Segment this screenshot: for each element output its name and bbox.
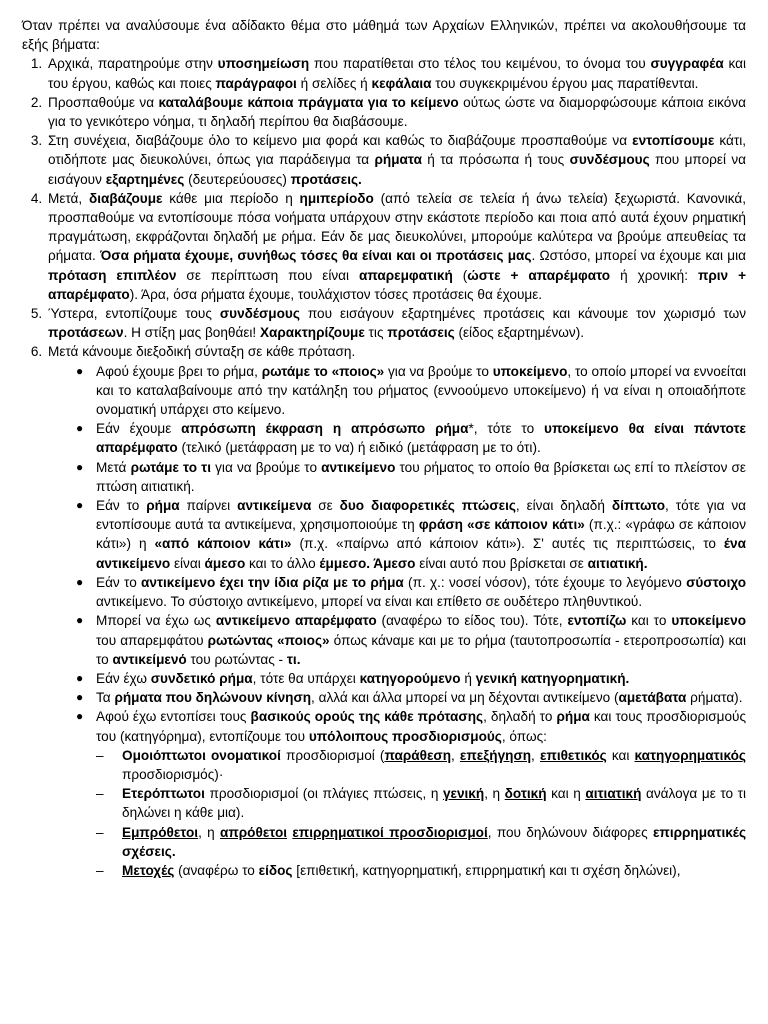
text-run: και η bbox=[546, 786, 586, 802]
text-run: σε περίπτωση που είναι bbox=[176, 267, 360, 283]
bold-run: καταλάβουμε κάποια πράγματα για το κείμενο bbox=[158, 94, 459, 110]
bold-run: αντικείμενό bbox=[112, 651, 187, 667]
step-item bbox=[46, 304, 746, 342]
text-run: [επιθετική, κατηγορηματική, επιρρηματική και τι σχέση δηλώνει), bbox=[292, 862, 681, 878]
text-run: Τα bbox=[96, 690, 115, 706]
bold-run: έμμεσο. Άμεσο bbox=[319, 555, 416, 571]
text-run: , τότε θα υπάρχει bbox=[252, 670, 360, 686]
text-run: ή χρονική: bbox=[610, 267, 698, 283]
bullet-dot-icon: ● bbox=[76, 613, 84, 628]
text-run: του ρωτώντας - bbox=[186, 651, 287, 667]
text-run: τις bbox=[364, 325, 388, 341]
step-item bbox=[46, 189, 746, 304]
text-run: Στη συνέχεια, διαβάζουμε όλο το κείμενο μια φορά και καθώς το διαβάζουμε προσπαθούμε να bbox=[48, 133, 633, 149]
dash-marker: – bbox=[96, 862, 104, 878]
step-item bbox=[46, 342, 746, 880]
bold-run: ρωτάμε το τι bbox=[130, 459, 211, 475]
text-run: που παρατίθεται στο τέλος του κειμένου, το όνομα του bbox=[309, 56, 651, 72]
bold-run: γενική bbox=[442, 786, 485, 802]
bold-run: αιτιατική. bbox=[587, 555, 648, 571]
bullet-dot-icon: ● bbox=[76, 498, 84, 513]
bold-run: κατηγορούμενο bbox=[359, 670, 461, 686]
text-run: Εάν έχω bbox=[96, 670, 151, 686]
text-run: ή σελίδες ή bbox=[296, 75, 372, 91]
bullet-dot-icon: ● bbox=[76, 709, 84, 724]
text-run: ή τα πρόσωπα ή τους bbox=[421, 152, 570, 168]
bold-run: πριν + απαρέμφατο bbox=[48, 267, 747, 302]
bold-run: παράθεση bbox=[384, 747, 451, 763]
text-run: προσδιορισμός)· bbox=[122, 766, 224, 782]
bold-run: κεφάλαια bbox=[371, 75, 432, 91]
text-run: που μπορεί να εισάγουν bbox=[48, 152, 747, 187]
bold-run: ρήμα bbox=[556, 709, 590, 725]
text-run: ). Άρα, όσα ρήματα έχουμε, τουλάχιστον τόσες προτάσεις θα έχουμε. bbox=[129, 286, 543, 302]
text-run: (από τελεία σε τελεία ή άνω τελεία) ξεχωριστά. Κανονικά, προσπαθούμε να εντοπίσουμε πόσα νοήματα υπάρχουν στην εκάστοτε περίοδο και ποια από αυτά έχουν ρηματική πραγμάτωση, εκφράζονται δηλαδή με ρήμα. Εάν δε μας διευκολύνει, μπορούμε καλύτερα να βρούμε απευθείας τα ρήματα. bbox=[48, 190, 746, 264]
text-run: σε bbox=[311, 498, 340, 514]
bold-run: επιθετικός bbox=[539, 747, 607, 763]
bullet-item bbox=[76, 362, 746, 420]
text-run: και bbox=[606, 747, 635, 763]
dash-marker: – bbox=[96, 824, 104, 840]
sub-item bbox=[96, 784, 746, 822]
text-run: Μετά κάνουμε διεξοδική σύνταξη σε κάθε πρόταση. bbox=[48, 344, 356, 360]
text-run: για να βρούμε το bbox=[384, 363, 493, 379]
text-run: (π.χ. «παίρνω από κάποιον κάτι»). Σ' αυτές τις περιπτώσεις, το bbox=[291, 536, 724, 552]
text-run: Ύστερα, εντοπίζουμε τους bbox=[48, 306, 220, 322]
text-run: Αφού έχω εντοπίσει τους bbox=[96, 709, 251, 725]
text-run: Εάν το bbox=[96, 574, 142, 590]
bullet-dot-icon: ● bbox=[76, 363, 84, 378]
text-run: , bbox=[531, 747, 540, 763]
sub-text bbox=[122, 786, 746, 820]
bold-run: ρωτώντας «ποιος» bbox=[207, 632, 330, 648]
step-item bbox=[46, 131, 746, 189]
bold-run: Όσα ρήματα έχουμε, συνήθως τόσες θα είναι και οι προτάσεις μας bbox=[100, 248, 532, 264]
text-run: , που δηλώνουν διάφορες bbox=[487, 824, 653, 840]
text-run: (αναφέρω το bbox=[174, 862, 259, 878]
bold-run: συνδετικό ρήμα bbox=[150, 670, 253, 686]
text-run: Αφού έχουμε βρει το ρήμα, bbox=[96, 363, 262, 379]
text-run: , bbox=[451, 747, 460, 763]
text-run: προσδιορισμοί (οι πλάγιες πτώσεις, η bbox=[204, 786, 443, 802]
sub-text bbox=[122, 748, 746, 782]
bold-run: είδος bbox=[258, 862, 293, 878]
text-run: Όταν πρέπει να αναλύσουμε ένα αδίδακτο θέμα στο μάθημά των Αρχαίων Ελληνικών, πρέπει να ακολουθήσουμε τα εξής βήματα: bbox=[22, 18, 746, 53]
bold-run: Ομοιόπτωτοι ονοματικοί bbox=[122, 747, 281, 763]
bold-run: πρόταση επιπλέον bbox=[48, 267, 177, 283]
text-run: είναι αυτό που βρίσκεται σε bbox=[415, 555, 588, 571]
bold-run: υποκείμενο bbox=[492, 363, 568, 379]
bold-run: εξαρτημένες bbox=[105, 171, 185, 187]
text-run: και το bbox=[626, 613, 672, 629]
bold-run: συνδέσμους bbox=[219, 306, 300, 322]
text-run: , η bbox=[198, 824, 220, 840]
bold-run: εντοπίζω bbox=[567, 613, 627, 629]
bold-run: απαρεμφατική bbox=[359, 267, 453, 283]
bullet-text bbox=[96, 364, 746, 417]
bold-run: φράση «σε κάποιον κάτι» bbox=[418, 517, 585, 533]
bullet-list bbox=[48, 362, 746, 880]
text-run: αντικείμενο. Το σύστοιχο αντικείμενο, μπορεί να είναι και επίθετο σε ουδέτερο πληθυντικού. bbox=[96, 594, 643, 610]
text-run: για να βρούμε το bbox=[211, 459, 322, 475]
text-run: και το άλλο bbox=[245, 555, 320, 571]
bold-run: τι. bbox=[286, 651, 301, 667]
sub-list bbox=[96, 746, 746, 880]
text-run: ρήματα). bbox=[686, 690, 743, 706]
bold-run: παράγραφοι bbox=[215, 75, 297, 91]
bullet-item bbox=[76, 458, 746, 496]
bold-run: δυο διαφορετικές πτώσεις bbox=[339, 498, 516, 514]
bold-run: Εμπρόθετοι bbox=[122, 824, 199, 840]
bold-run: προτάσεις bbox=[387, 325, 455, 341]
bold-run: απρόσωπη έκφραση η απρόσωπο ρήμα bbox=[181, 421, 469, 437]
bullet-text bbox=[96, 690, 742, 705]
bold-run: βασικούς ορούς της κάθε πρότασης bbox=[250, 709, 484, 725]
bullet-text bbox=[96, 709, 746, 743]
bold-run: υπόλοιπους προσδιορισμούς bbox=[308, 728, 502, 744]
sub-item bbox=[96, 746, 746, 784]
bullet-item bbox=[76, 669, 746, 688]
bullet-dot-icon: ● bbox=[76, 421, 84, 436]
text-run: (τελικό (μετάφραση με το να) ή ειδικό (μετάφραση με το ότι). bbox=[177, 440, 541, 456]
bold-run: άμεσο bbox=[204, 555, 246, 571]
bold-run: σύστοιχο bbox=[686, 574, 746, 590]
text-run: , δηλαδή το bbox=[483, 709, 557, 725]
bold-run: αντικείμενα bbox=[237, 498, 312, 514]
bold-run: υποσημείωση bbox=[217, 56, 310, 72]
bold-run: συνδέσμους bbox=[569, 152, 650, 168]
sub-text bbox=[122, 825, 746, 859]
bold-run: απρόθετοι bbox=[220, 824, 288, 840]
text-run: και τους προσδιορισμούς του (κατηγόρημα), εντοπίζουμε του bbox=[96, 709, 747, 744]
bold-run: υποκείμενο bbox=[671, 613, 746, 629]
text-run: παίρνει bbox=[179, 498, 238, 514]
bullet-text bbox=[96, 460, 746, 494]
text-run: (είδος εξαρτημένων). bbox=[454, 325, 585, 341]
bullet-item bbox=[76, 611, 746, 669]
text-run: του απαρεμφάτου bbox=[96, 632, 208, 648]
bullet-text bbox=[96, 671, 629, 686]
bold-run: συγγραφέα bbox=[650, 56, 724, 72]
text-run: . Ωστόσο, μπορεί να έχουμε και μια bbox=[531, 248, 746, 264]
bold-run: αντικείμενο απαρέμφατο bbox=[215, 613, 377, 629]
bullet-text bbox=[96, 498, 746, 571]
sub-text bbox=[122, 863, 681, 878]
bold-run: δοτική bbox=[504, 786, 547, 802]
text-run: *, τότε το bbox=[468, 421, 545, 437]
step-item bbox=[46, 54, 746, 92]
bold-run: ρήματα που δηλώνουν κίνηση bbox=[114, 690, 312, 706]
text-run: Μπορεί να έχω ως bbox=[96, 613, 216, 629]
bold-run: κατηγορηματικός bbox=[634, 747, 746, 763]
text-run: ( bbox=[452, 267, 468, 283]
bold-run: «από κάποιον κάτι» bbox=[154, 536, 292, 552]
bold-run: επιρρηματικοί προσδιορισμοί bbox=[292, 824, 488, 840]
sub-item bbox=[96, 861, 746, 880]
text-run: , το οποίο μπορεί να εννοείται και το καταλαβαίνουμε από την κατάληξη του ρήματος (εννοούμενο υποκείμενο) ή να είναι η οποιαδήποτε ονοματική υπάρχει στο κείμενο. bbox=[96, 363, 746, 418]
text-run: , είναι δηλαδή bbox=[515, 498, 612, 514]
bold-run: διαβάζουμε bbox=[88, 190, 163, 206]
bold-run: δίπτωτο bbox=[611, 498, 666, 514]
bold-run: αιτιατική bbox=[585, 786, 642, 802]
bullet-dot-icon: ● bbox=[76, 690, 84, 705]
bold-run: προτάσεις. bbox=[290, 171, 362, 187]
text-run: (αναφέρω το είδος του). Τότε, bbox=[376, 613, 568, 629]
bold-run: ημιπερίοδο bbox=[299, 190, 374, 206]
text-run: που εισάγουν εξαρτημένες προτάσεις και κάνουμε τον χωρισμό των bbox=[299, 306, 746, 322]
text-run: του ρήματος το οποίο θα βρίσκεται ως επί το πλείστον σε πτώση αιτιατική. bbox=[96, 459, 746, 494]
bold-run: επιρρηματικές σχέσεις. bbox=[122, 824, 747, 859]
text-run: . Η στίξη μας βοηθάει! bbox=[123, 325, 260, 341]
bold-run: ρήματα bbox=[374, 152, 422, 168]
bold-run: επεξήγηση bbox=[459, 747, 532, 763]
sub-item bbox=[96, 823, 746, 861]
bold-run: ρήμα bbox=[146, 498, 180, 514]
text-run: προσδιορισμοί ( bbox=[280, 747, 385, 763]
bullet-item bbox=[76, 573, 746, 611]
text-run: (π.χ.: «γράφω σε κάποιον κάτι») η bbox=[96, 517, 746, 552]
bold-run: αμετάβατα bbox=[618, 690, 687, 706]
text-run: Μετά, bbox=[48, 190, 89, 206]
text-run: ούτως ώστε να διαμορφώσουμε κάποια εικόνα για το γενικότερο νόημα, τι δηλαδή περίπου θα διαβάσουμε. bbox=[48, 94, 747, 130]
text-run: , αλλά και άλλα μπορεί να μη δέχονται αντικείμενο ( bbox=[311, 690, 619, 706]
bullet-dot-icon: ● bbox=[76, 459, 84, 474]
step-text bbox=[48, 344, 355, 359]
bold-run: ρωτάμε το «ποιος» bbox=[261, 363, 385, 379]
text-run: Εάν το bbox=[96, 498, 147, 514]
text-run: , τότε για να εντοπίσουμε αυτά τα αντικείμενα, χρησιμοποιούμε τη bbox=[96, 498, 746, 533]
bold-run: αντικείμενο έχει την ίδια ρίζα με το ρήμα bbox=[141, 574, 404, 590]
bullet-text bbox=[96, 575, 746, 609]
bold-run: Μετοχές bbox=[122, 862, 175, 878]
text-run: κάτι, οτιδήποτε μας διευκολύνει, όπως για παράδειγμα τα bbox=[48, 133, 746, 168]
text-run: κάθε μια περίοδο η bbox=[162, 190, 300, 206]
text-run: ανάλογα με το τι δηλώνει η κάθε μια). bbox=[122, 786, 747, 821]
dash-marker: – bbox=[96, 786, 104, 802]
text-run: Μετά bbox=[96, 459, 131, 475]
bold-run: αντικείμενο bbox=[321, 459, 396, 475]
text-run: Εάν έχουμε bbox=[96, 421, 182, 437]
text-run: ή bbox=[460, 670, 476, 686]
bold-run: ένα αντικείμενο bbox=[96, 536, 746, 571]
bold-run: προτάσεων bbox=[48, 325, 124, 341]
bullet-item bbox=[76, 496, 746, 573]
text-run: όπως κάναμε και με το ρήμα (ταυτοπροσωπία - ετεροπροσωπία) και το bbox=[96, 632, 746, 667]
text-run: (π. χ.: νοσεί νόσον), τότε έχουμε το λεγόμενο bbox=[403, 574, 687, 590]
text-run: του συγκεκριμένου έργου μας παρατίθενται. bbox=[431, 75, 699, 91]
bullet-dot-icon: ● bbox=[76, 574, 84, 589]
bold-run: υποκείμενο θα είναι πάντοτε απαρέμφατο bbox=[96, 421, 746, 456]
step-item bbox=[46, 93, 746, 131]
text-run: Προσπαθούμε να bbox=[48, 94, 159, 110]
bullet-item bbox=[76, 707, 746, 880]
text-run: Αρχικά, παρατηρούμε στην bbox=[48, 56, 218, 72]
dash-marker: – bbox=[96, 747, 104, 763]
bullet-text bbox=[96, 421, 746, 455]
text-run: , η bbox=[484, 786, 505, 802]
bold-run: Ετερόπτωτοι bbox=[122, 786, 205, 802]
bullet-dot-icon: ● bbox=[76, 670, 84, 685]
text-run: (δευτερεύουσες) bbox=[184, 171, 291, 187]
bullet-item bbox=[76, 419, 746, 457]
text-run: , όπως: bbox=[501, 728, 547, 744]
bold-run: εντοπίσουμε bbox=[632, 133, 715, 149]
text-run: είναι bbox=[170, 555, 205, 571]
steps-list bbox=[22, 54, 746, 880]
bold-run: γενική κατηγορηματική. bbox=[475, 670, 630, 686]
bold-run: ώστε + απαρέμφατο bbox=[467, 267, 611, 283]
text-run: και του έργου, καθώς και ποιες bbox=[48, 56, 746, 91]
intro-paragraph bbox=[22, 16, 746, 54]
bullet-text bbox=[96, 613, 746, 666]
bullet-item bbox=[76, 688, 746, 707]
bold-run: Χαρακτηρίζουμε bbox=[259, 325, 365, 341]
